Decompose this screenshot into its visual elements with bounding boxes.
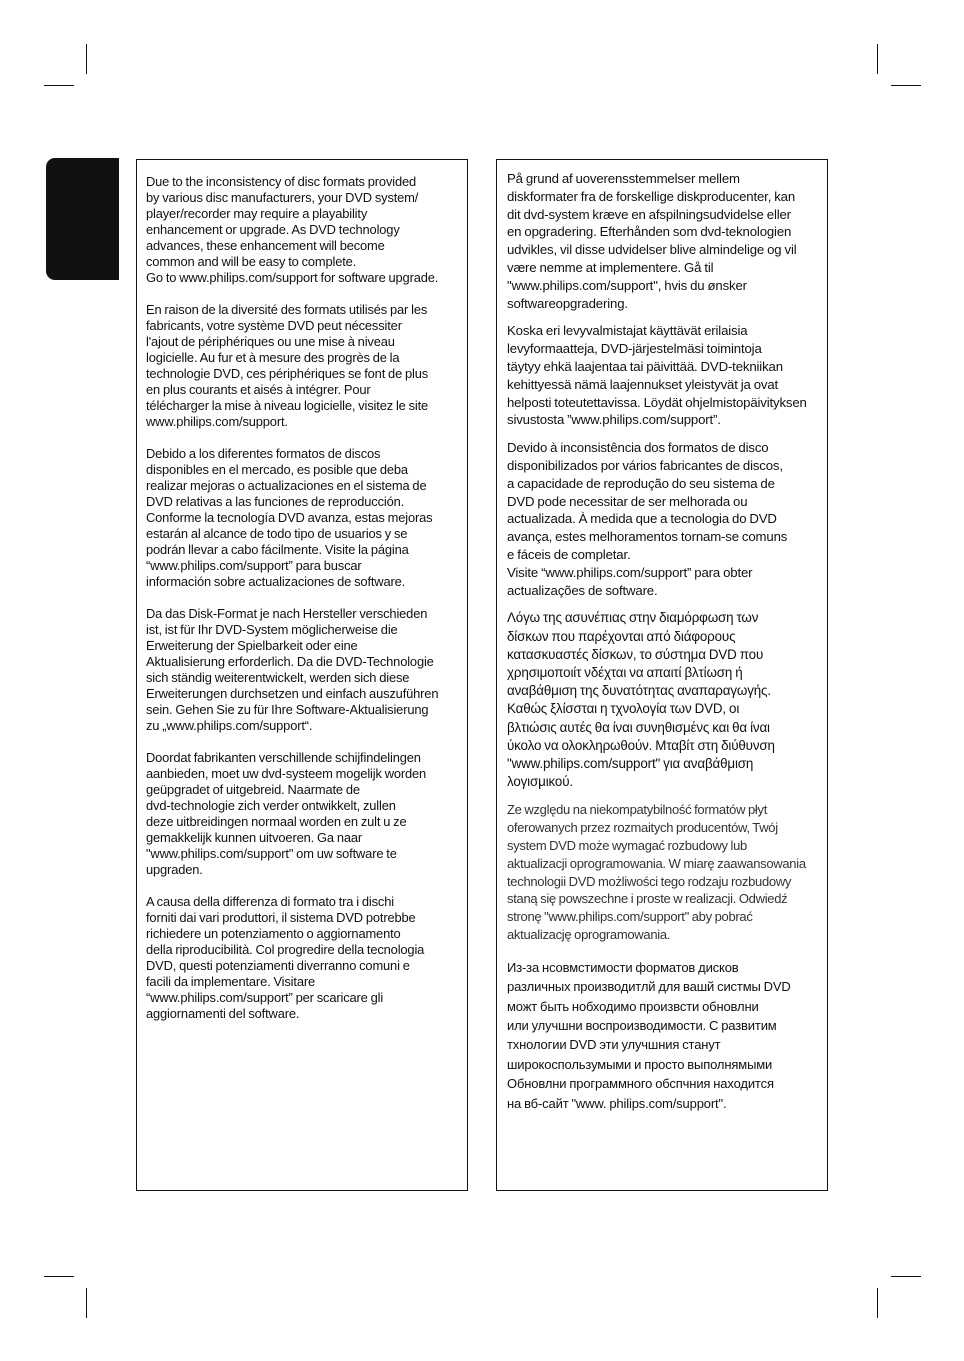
paragraph-spanish: Debido a los diferentes formatos de discos disponibles en el mercado, es posible que deba realizar mejoras o actualizaciones en el sistema de DVD relativas a las funciones de reproducción. Conforme la tecnología DVD avanza, estas mejoras estarán al alcance de todo tipo de usuarios y se podrán llevar a cabo fácilmente. Visite la página “www.philips.com/support” para buscar información sobre actualizaciones de software. bbox=[146, 446, 433, 589]
crop-mark bbox=[86, 44, 87, 74]
crop-mark bbox=[891, 85, 921, 86]
crop-mark bbox=[86, 1288, 87, 1318]
paragraph-russian: Из-за нсовмстимости форматов дисков различных производитлй для вашй систмы DVD можт быть нобходимо произвсти обновлни или улучшни воспроизводимости. С развитим тхнологии DVD эти улучшния станут широкоспользумыми и просто выполнямыми Обновлни программного обспчния находится на вб-сайт "www. philips.com/support". bbox=[507, 959, 791, 1111]
language-tab bbox=[46, 158, 119, 280]
paragraph-danish: På grund af uoverensstemmelser mellem diskformater fra de forskellige diskproducenter, kan dit dvd-system kræve en afspilningsudvidelse eller en opgradering. Efterhånden som dvd-teknologien udvikles, vil disse udvidelser blive almindelige og vil være nemme at implementere. Gå til "www.philips.com/support", hvis du ønsker softwareopgradering. bbox=[507, 171, 797, 311]
paragraph-german: Da das Disk-Format je nach Hersteller verschieden ist, ist für Ihr DVD-System möglicherweise die Erweiterung der Spielbarkeit oder eine Aktualisierung erforderlich. Da die DVD-Technologie sich ständig weiterentwickelt, werden sich diese Erweiterungen durchsetzen und einfach auszuführen sein. Gehen Sie zu für Ihre Software-Aktualisierung zu „www.philips.com/support“. bbox=[146, 606, 439, 733]
paragraph-french: En raison de la diversité des formats utilisés par les fabricants, votre système DVD peut nécessiter l'ajout de périphériques ou une mise à niveau logicielle. Au fur et à mesure des progrès de la technologie DVD, ces périphériques se font de plus en plus courants et aisés à intégrer. Pour télécharger la mise à niveau logicielle, visitez le site www.philips.com/support. bbox=[146, 302, 429, 429]
crop-mark bbox=[877, 44, 878, 74]
crop-mark bbox=[44, 85, 74, 86]
paragraph-dutch: Doordat fabrikanten verschillende schijfindelingen aanbieden, moet uw dvd-systeem mogelijk worden geüpgradet of uitgebreid. Naarmate de dvd-technologie zich verder ontwikkelt, zullen deze uitbreidingen normaal worden en zult u ze gemakkelijk kunnen uitvoeren. Ga naar "www.philips.com/support" om uw software te upgraden. bbox=[146, 750, 427, 877]
crop-mark bbox=[877, 1288, 878, 1318]
paragraph-english: Due to the inconsistency of disc formats provided by various disc manufacturers, your DVD system/ player/recorder may require a playability enhancement or upgrade. As DVD technology advances, these enhancement will become common and will be easy to complete. Go to www.philips.com/support for software upgrade. bbox=[146, 174, 439, 285]
paragraph-polish: Ze względu na niekompatybilność formatów płyt oferowanych przez rozmaitych producentów, Twój system DVD może wymagać rozbudowy lub aktualizacji oprogramowania. W miarę zaawansowania technologii DVD możliwości tego rodzaju rozbudowy staną się powszechne i proste w realizacji. Odwiedź stronę "www.philips.com/support" aby pobrać aktualizację oprogramowania. bbox=[507, 802, 806, 942]
paragraph-italian: A causa della differenza di formato tra i dischi forniti dai vari produttori, il sistema DVD potrebbe richiedere un potenziamento o aggiornamento della riproducibilità. Col progredire della tecnologia DVD, questi potenziamenti diverranno comuni e facili da implementare. Visitare “www.philips.com/support” per scaricare gli aggiornamenti del software. bbox=[146, 894, 425, 1021]
crop-mark bbox=[44, 1276, 74, 1277]
crop-mark bbox=[891, 1276, 921, 1277]
paragraph-finnish: Koska eri levyvalmistajat käyttävät erilaisia levyformaatteja, DVD-järjestelmäsi toimintoja täytyy ehkä laajentaa tai päivittää. DVD-tekniikan kehittyessä nämä laajennukset yleistyvät ja ovat helposti toteutettavissa. Löydät ohjelmistopäivityksen sivustosta ”www.philips.com/support”. bbox=[507, 323, 807, 428]
right-text-box bbox=[496, 159, 828, 1191]
left-text-box bbox=[136, 159, 468, 1191]
paragraph-portuguese: Devido à inconsistência dos formatos de disco disponibilizados por vários fabricantes de discos, a capacidade de reprodução do seu sistema de DVD pode necessitar de ser melhorada ou actualizada. À medida que a tecnologia do DVD avança, estes melhoramentos tornam-se comuns e fáceis de completar. Visite “www.philips.com/support” para obter actualizações de software. bbox=[507, 440, 788, 598]
paragraph-greek: Λόγω της ασυνέπιας στην διαμόρφωση των δίσκων που παρέχονται από διάφορους κατασκυαστές δίσκων, το σύστημα DVD που χρησιμοποιίτ νδέχται να απαιτί βλτίωση ή αναβάθμιση της δυνατότητας αναπαραγωγής. Καθώς ξλίσσται η τχνολογία των DVD, οι βλτιώσις αυτές θα ίναι συνηθισμένς και θα ίναι ύκολο να ολοκληρωθούν. Μταβίτ στη διύθυνση "www.philips.com/support" για αναβάθμιση λογισμικού. bbox=[507, 610, 775, 790]
